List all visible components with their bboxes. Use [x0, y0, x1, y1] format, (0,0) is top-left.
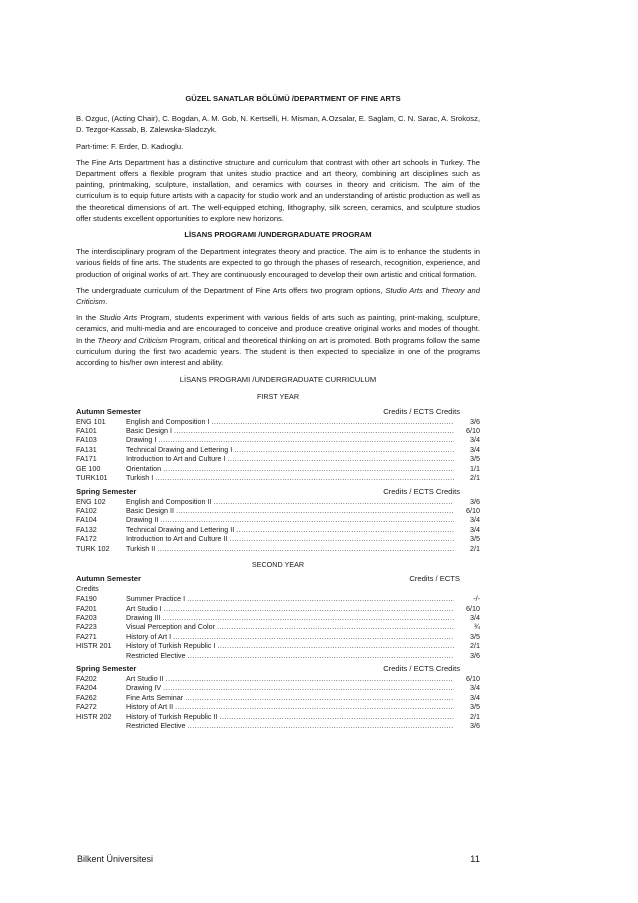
program-paragraph-2: The undergraduate curriculum of the Department of Fine Arts offers two program options, Studio Arts and Theory and Criticism.: [76, 285, 480, 307]
year-label: SECOND YEAR: [251, 559, 305, 569]
dot-leader: [234, 445, 454, 454]
curriculum-heading: LİSANS PROGRAMI /UNDERGRADUATE CURRICULUM: [179, 375, 377, 385]
course-code: ENG 102: [76, 496, 106, 506]
course-code: FA104: [76, 515, 97, 525]
course-credits: 3/5: [470, 534, 480, 544]
part-time-faculty: Part-time: F. Erder, D. Kadıoglu.: [76, 141, 184, 151]
course-row: [76, 435, 480, 444]
course-code: FA103: [76, 435, 97, 445]
semester-name: Spring Semester: [76, 664, 137, 673]
program-paragraph-1: The interdisciplinary program of the Department integrates theory and practice. The aim is to enhance the students in various fields of fine arts. The students are expected to go through the phases of research, recognition, experience, and production of original works of art. They are continuously encouraged to develop their own artistic and critical formation.: [76, 247, 480, 279]
course-code: FA272: [76, 702, 97, 712]
course-credits: 3/6: [470, 650, 480, 660]
course-title: English and Composition I: [126, 416, 210, 426]
course-title: Visual Perception and Color: [126, 622, 215, 632]
dot-leader: [214, 497, 455, 506]
course-credits: 3/5: [470, 454, 480, 464]
course-credits: 3/6: [470, 496, 480, 506]
program-paragraph-3: In the Studio Arts Program, students experiment with various fields of arts such as painting, print-making, sculpture, ceramics, and multi-media and are encouraged to conceive and produce creative original works and modes of thought. In the Theory and Criticism Program, critical and theoretical thinking on art is promoted. Both programs follow the same curriculum during the first two academic years. The student is then expected to specialize in one of the programs according to his/her own interest and ability.: [76, 313, 481, 368]
credits-label: Credits / ECTS: [409, 574, 460, 584]
dot-leader: [158, 435, 454, 444]
course-credits: 3/4: [470, 435, 480, 445]
course-title: Orientation: [126, 463, 162, 473]
dot-leader: [155, 473, 454, 482]
course-title: Basic Design I: [126, 426, 172, 436]
dot-leader: [173, 632, 454, 641]
course-code: FA101: [76, 426, 97, 436]
credits-sublabel: Credits: [76, 584, 99, 594]
course-code: FA172: [76, 534, 97, 544]
dot-leader: [174, 426, 454, 435]
semester-name: Spring Semester: [76, 486, 137, 496]
dot-leader: [217, 622, 454, 631]
course-credits: ¾: [474, 622, 480, 632]
credits-label: Credits / ECTS Credits: [383, 406, 460, 416]
course-credits: 3/4: [470, 444, 480, 454]
course-row: [76, 426, 480, 435]
course-row: [76, 454, 480, 463]
course-code: GE 100: [76, 463, 101, 473]
course-credits: 3/4: [470, 692, 480, 702]
course-code: TURK101: [76, 473, 108, 483]
semester-name: Autumn Semester: [76, 406, 141, 416]
dot-leader: [236, 525, 454, 534]
course-title: Art Studio II: [126, 674, 164, 683]
dot-leader: [176, 506, 454, 515]
course-code: FA171: [76, 454, 97, 464]
course-title: Technical Drawing and Lettering I: [126, 444, 233, 454]
credits-label: Credits / ECTS Credits: [383, 664, 460, 673]
course-code: TURK 102: [76, 543, 110, 553]
course-credits: 3/4: [470, 683, 480, 693]
department-intro: The Fine Arts Department has a distinctive structure and curriculum that contrast with other art schools in Turkey. The Department offers a flexible program that unites studio practice and art theory, combining art disciplines such as painting, printmaking, sculpture, installation, and ceramics with courses in theory and criticism. The aim of the curriculum is to equip future artists with a capacity for studio work and an understanding of artistic production as well as the theoretical dimensions of art. The well-equipped etching, lithography, silk screen, ceramics, and sculpture studios offer students excellent opportunities to explore new horizons.: [76, 157, 480, 223]
course-credits: 6/10: [466, 505, 480, 515]
dot-leader: [163, 464, 454, 473]
course-row: [76, 693, 480, 702]
semester-name: Autumn Semester: [76, 574, 141, 584]
course-row: [76, 604, 480, 613]
course-credits: 3/4: [470, 515, 480, 525]
course-title: Art Studio I: [126, 603, 162, 613]
course-title: History of Turkish Republic II: [126, 711, 218, 721]
course-code: FA202: [76, 674, 97, 683]
course-title: History of Art I: [126, 631, 172, 641]
course-row: [76, 417, 480, 426]
course-credits: 2/1: [470, 641, 480, 651]
course-title: History of Art II: [126, 702, 174, 712]
year-label: FIRST YEAR: [256, 392, 300, 402]
course-row: [76, 632, 480, 641]
course-title: History of Turkish Republic I: [126, 641, 216, 651]
course-title: Introduction to Art and Culture I: [126, 454, 226, 464]
semester-header: [76, 486, 480, 497]
course-code: FA223: [76, 622, 97, 632]
course-credits: 1/1: [470, 463, 480, 473]
semester-header: [76, 573, 480, 584]
dot-leader: [219, 712, 454, 721]
course-title: Fine Arts Seminar: [126, 692, 184, 702]
course-credits: 6/10: [466, 426, 480, 436]
course-credits: 6/10: [466, 603, 480, 613]
dot-leader: [227, 454, 454, 463]
course-code: FA102: [76, 505, 97, 515]
page-content: [76, 93, 480, 730]
curriculum: [76, 391, 480, 730]
course-code: FA203: [76, 612, 97, 622]
dot-leader: [166, 674, 454, 683]
course-row: [76, 515, 480, 524]
department-heading: GÜZEL SANATLAR BÖLÜMÜ /DEPARTMENT OF FINE ARTS: [185, 94, 401, 103]
course-title: Restricted Elective: [126, 721, 186, 731]
course-credits: 3/6: [470, 721, 480, 731]
course-row: [76, 721, 480, 730]
dot-leader: [162, 613, 454, 622]
course-row: [76, 506, 480, 515]
dot-leader: [229, 534, 454, 543]
course-code: FA190: [76, 594, 97, 604]
course-row: [76, 651, 480, 660]
dot-leader: [157, 544, 454, 553]
course-row: [76, 674, 480, 683]
course-code: FA131: [76, 444, 97, 454]
dot-leader: [187, 594, 454, 603]
course-code: HISTR 202: [76, 711, 112, 721]
course-credits: 6/10: [466, 674, 480, 683]
course-title: Turkish II: [126, 543, 156, 553]
faculty-list: B. Ozguc, (Acting Chair), C. Bogdan, A. M. Gob, N. Kertselli, H. Misman, A.Ozsalar, E. Saglam, C. N. Sarac, A. Srokosz, D. Tezgor-Kassab, B. Zalewska-Sladczyk.: [76, 114, 480, 135]
course-code: FA262: [76, 692, 97, 702]
course-title: Technical Drawing and Lettering II: [126, 524, 235, 534]
course-credits: 3/4: [470, 612, 480, 622]
dot-leader: [217, 641, 454, 650]
course-row: [76, 702, 480, 711]
course-credits: 3/5: [470, 631, 480, 641]
course-title: Drawing IV: [126, 683, 162, 693]
semester-header: [76, 406, 480, 417]
course-credits: -/-: [473, 594, 480, 604]
dot-leader: [163, 683, 454, 692]
course-code: FA132: [76, 524, 97, 534]
course-code: ENG 101: [76, 416, 106, 426]
course-row: [76, 497, 480, 506]
course-row: [76, 622, 480, 631]
dot-leader: [188, 721, 454, 730]
dot-leader: [164, 604, 454, 613]
semester-header: [76, 663, 480, 674]
dot-leader: [160, 515, 454, 524]
course-credits: 2/1: [470, 543, 480, 553]
course-title: Restricted Elective: [126, 650, 186, 660]
course-title: Drawing I: [126, 435, 157, 445]
course-row: [76, 525, 480, 534]
course-code: HISTR 201: [76, 641, 112, 651]
course-credits: 3/4: [470, 524, 480, 534]
course-credits: 2/1: [470, 711, 480, 721]
course-row: [76, 712, 480, 721]
course-row: [76, 594, 480, 603]
dot-leader: [185, 693, 454, 702]
course-row: [76, 464, 480, 473]
course-code: FA201: [76, 603, 97, 613]
course-row: [76, 613, 480, 622]
course-code: FA271: [76, 631, 97, 641]
course-row: [76, 534, 480, 543]
course-credits: 3/6: [470, 416, 480, 426]
course-title: Introduction to Art and Culture II: [126, 534, 228, 544]
course-title: Turkish I: [126, 473, 154, 483]
course-row: [76, 473, 480, 482]
dot-leader: [212, 417, 454, 426]
course-row: [76, 641, 480, 650]
credits-label: Credits / ECTS Credits: [383, 486, 460, 496]
course-title: Drawing III: [126, 612, 161, 622]
course-row: [76, 445, 480, 454]
page-footer: [77, 854, 480, 865]
course-code: FA204: [76, 683, 97, 693]
undergraduate-program-heading: LİSANS PROGRAMI /UNDERGRADUATE PROGRAM: [184, 230, 372, 240]
dot-leader: [175, 702, 454, 711]
course-title: English and Composition II: [126, 496, 212, 506]
course-title: Summer Practice I: [126, 594, 186, 604]
dot-leader: [188, 651, 454, 660]
footer-university: Bilkent Üniversitesi: [77, 854, 154, 864]
course-row: [76, 544, 480, 553]
page-number: 11: [470, 854, 480, 865]
course-credits: 2/1: [470, 473, 480, 483]
course-credits: 3/5: [470, 702, 480, 712]
course-title: Basic Design II: [126, 505, 174, 515]
course-row: [76, 683, 480, 692]
course-title: Drawing II: [126, 515, 159, 525]
